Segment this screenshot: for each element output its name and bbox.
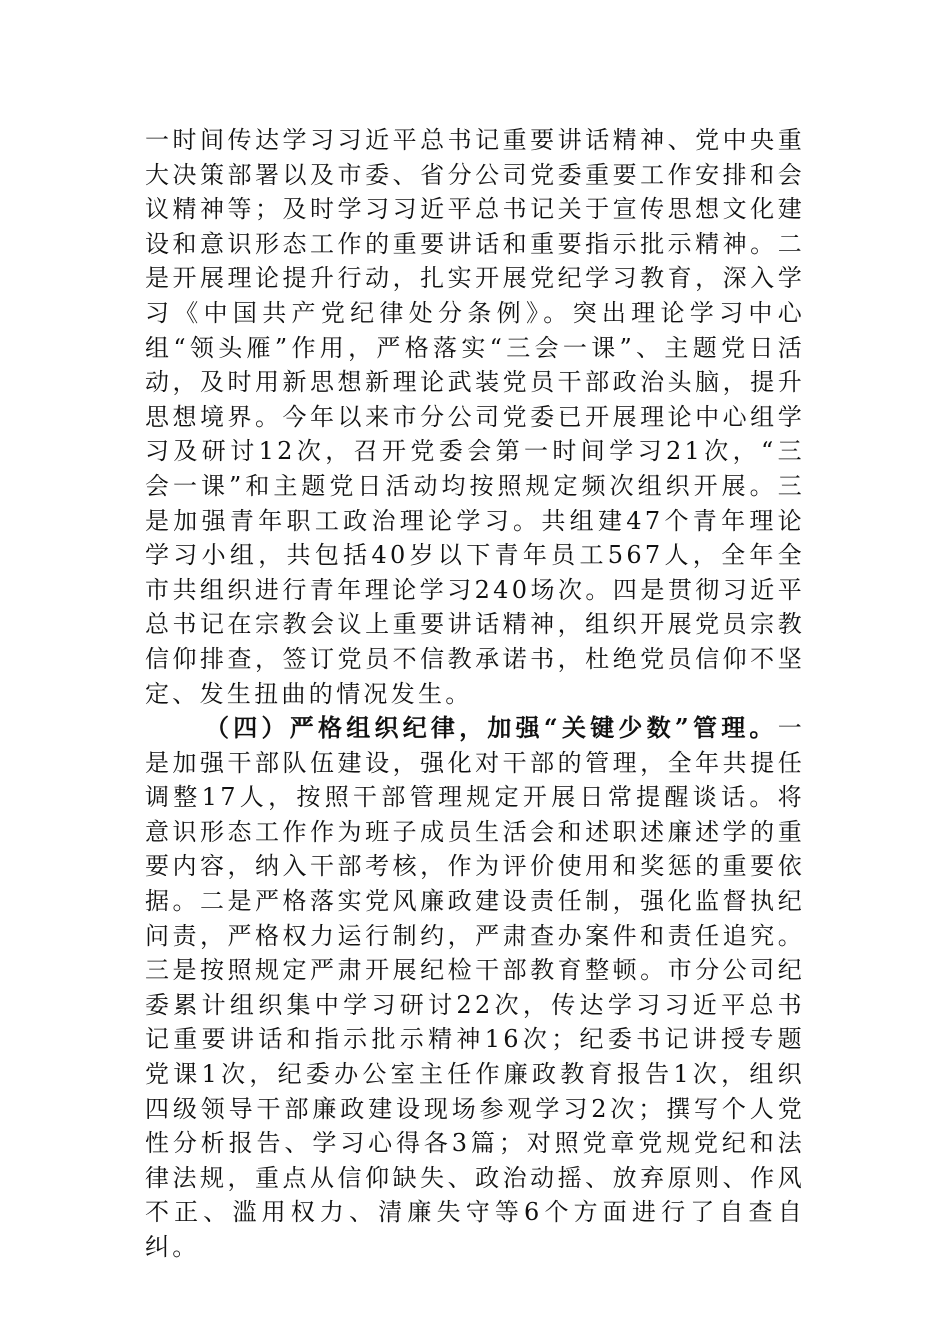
paragraph-section-four [145, 711, 805, 1265]
document-body [145, 123, 805, 1265]
paragraph-continued: 一时间传达学习习近平总书记重要讲话精神、党中央重大决策部署以及市委、省分公司党委重要工作安排和会议精神等；及时学习习近平总书记关于宣传思想文化建设和意识形态工作的重要讲话和重要指示批示精神。二是开展理论提升行动，扎实开展党纪学习教育，深入学习《中国共产党纪律处分条例》。突出理论学习中心组“领头雁”作用，严格落实“三会一课”、主题党日活动，及时用新思想新理论武装党员干部政治头脑，提升思想境界。今年以来市分公司党委已开展理论中心组学习及研讨12次，召开党委会第一时间学习21次，“三会一课”和主题党日活动均按照规定频次组织开展。三是加强青年职工政治理论学习。共组建47个青年理论学习小组，共包括40岁以下青年员工567人，全年全市共组织进行青年理论学习240场次。四是贯彻习近平总书记在宗教会议上重要讲话精神，组织开展党员宗教信仰排查，签订党员不信教承诺书，杜绝党员信仰不坚定、发生扭曲的情况发生。 [145, 126, 805, 708]
section-heading: （四）严格组织纪律，加强“关键少数”管理。 [205, 713, 778, 743]
section-body: 一是加强干部队伍建设，强化对干部的管理，全年共提任调整17人，按照干部管理规定开展日常提醒谈话。将意识形态工作作为班子成员生活会和述职述廉述学的重要内容，纳入干部考核，作为评价使用和奖惩的重要依据。二是严格落实党风廉政建设责任制，强化监督执纪问责，严格权力运行制约，严肃查办案件和责任追究。三是按照规定严肃开展纪检干部教育整顿。市分公司纪委累计组织集中学习研讨22次，传达学习习近平总书记重要讲话和指示批示精神16次；纪委书记讲授专题党课1次，纪委办公室主任作廉政教育报告1次，组织四级领导干部廉政建设现场参观学习2次；撰写个人党性分析报告、学习心得各3篇；对照党章党规党纪和法律法规，重点从信仰缺失、政治动摇、放弃原则、作风不正、滥用权力、清廉失守等6个方面进行了自查自纠。 [145, 714, 805, 1261]
